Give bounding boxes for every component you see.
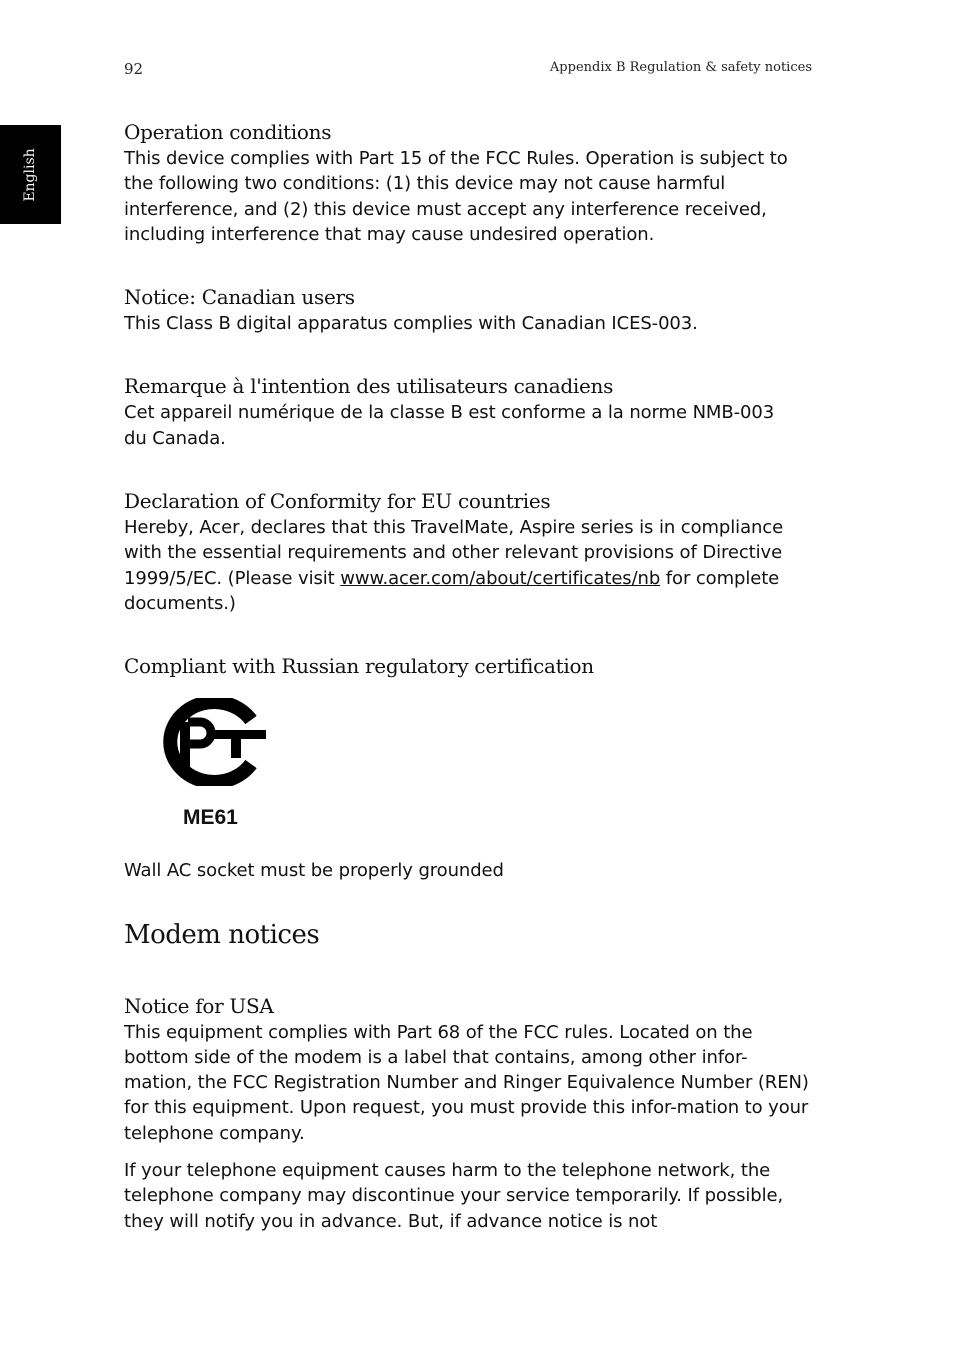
page-number: 92 <box>124 60 144 78</box>
language-tab-label: English <box>22 148 38 202</box>
section-eu-conformity <box>124 487 814 616</box>
section-heading: Notice for USA <box>124 993 274 1018</box>
section-heading: Remarque à l'intention des utilisateurs canadiens <box>124 374 614 399</box>
pct-certification-logo-icon <box>158 698 270 786</box>
chapter-title: Modem notices <box>124 919 320 950</box>
section-body: Wall AC socket must be properly grounded <box>124 860 504 882</box>
body-text-after: for complete documents.) <box>124 567 780 614</box>
body-text-before: Hereby, Acer, declares that this TravelMate, Aspire series is in compliance with the essential requirements and other relevant provisions of Directive 1999/5/EC. (Please visit <box>124 517 784 589</box>
section-canadian-users-fr <box>124 372 814 451</box>
section-body: This device complies with Part 15 of the FCC Rules. Operation is subject to the following two conditions: (1) this device may not cause harmful interference, and (2) this device must accept any interference received, including interference that may cause undesired operation. <box>124 148 788 245</box>
section-notice-usa <box>124 992 814 1234</box>
certificates-link[interactable]: www.acer.com/about/certificates/nb <box>340 567 661 589</box>
language-tab <box>0 125 61 224</box>
section-body-2: If your telephone equipment causes harm to the telephone network, the telephone company may discontinue your service temporarily. If possible, they will notify you in advance. But, if advance notice is not <box>124 1160 784 1232</box>
section-body: Cet appareil numérique de la classe B est conforme a la norme NMB-003 du Canada. <box>124 402 775 449</box>
section-heading: Notice: Canadian users <box>124 285 355 310</box>
section-body: This Class B digital apparatus complies with Canadian ICES-003. <box>124 313 698 335</box>
running-header: Appendix B Regulation & safety notices <box>549 60 812 75</box>
section-russian-certification <box>124 652 814 883</box>
section-heading: Operation conditions <box>124 120 332 144</box>
page-content <box>124 118 814 1234</box>
section-canadian-users <box>124 283 814 336</box>
section-body <box>124 515 792 616</box>
section-operation-conditions <box>124 118 814 247</box>
certification-logo-block <box>124 698 814 858</box>
section-heading: Compliant with Russian regulatory certification <box>124 654 594 679</box>
section-heading: Declaration of Conformity for EU countries <box>124 489 551 514</box>
section-body: This equipment complies with Part 68 of the FCC rules. Located on the bottom side of the modem is a label that contains, among other infor-mation, the FCC Registration Number and Ringer Equivalence Number (REN) for this equipment. Upon request, you must provide this infor-mation to your telephone company. <box>124 1021 809 1144</box>
certification-code: ME61 <box>183 806 238 830</box>
